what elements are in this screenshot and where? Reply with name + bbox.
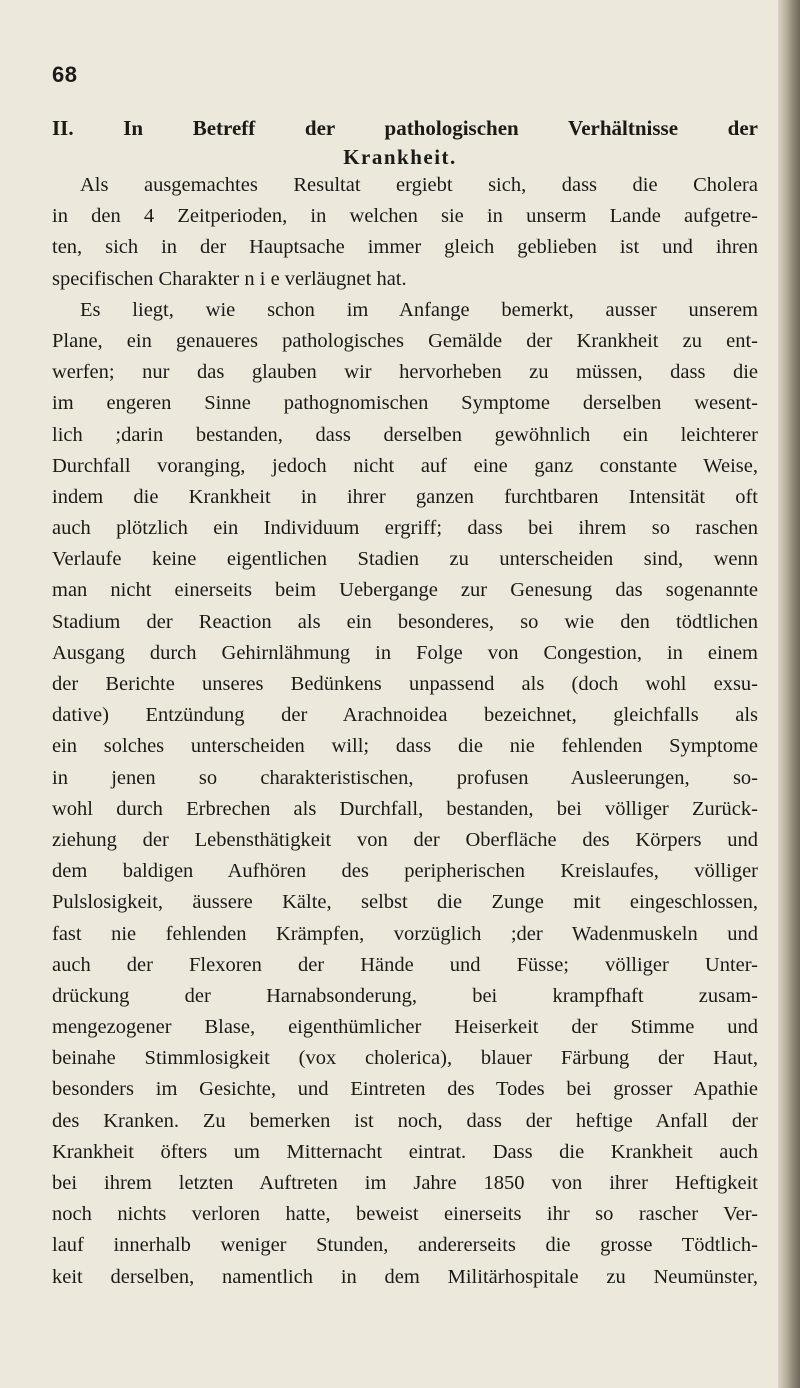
- text-line: ten, sich in der Hauptsache immer gleich geblieben ist und ihren: [52, 236, 758, 259]
- page-edge-shadow: [778, 0, 800, 1388]
- text-line: beinahe Stimmlosigkeit (vox cholerica), blauer Färbung der Haut,: [52, 1047, 758, 1070]
- text-line: Als ausgemachtes Resultat ergiebt sich, dass die Cholera: [80, 174, 758, 196]
- body-text: [52, 170, 758, 1293]
- page-number: 68: [52, 62, 78, 87]
- text-line: mengezogener Blase, eigenthümlicher Heiserkeit der Stimme und: [52, 1016, 758, 1039]
- text-line: der Berichte unseres Bedünkens unpassend als (doch wohl exsu-: [52, 673, 758, 695]
- text-line: Stadium der Reaction als ein besonderes, so wie den tödtlichen: [52, 610, 758, 633]
- text-line: indem die Krankheit in ihrer ganzen furchtbaren Intensität oft: [52, 485, 758, 508]
- section-heading-continuation: Krankheit.: [343, 145, 457, 169]
- text-line: besonders im Gesichte, und Eintreten des Todes bei grosser Apathie: [52, 1078, 758, 1101]
- text-line: werfen; nur das glauben wir hervorheben zu müssen, dass die: [52, 361, 758, 384]
- text-line: in den 4 Zeitperioden, in welchen sie in unserm Lande aufgetre-: [52, 205, 758, 228]
- text-line: Plane, ein genaueres pathologisches Gemälde der Krankheit zu ent-: [52, 329, 758, 352]
- text-line: im engeren Sinne pathognomischen Symptome derselben wesent-: [52, 392, 758, 415]
- text-line: dative) Entzündung der Arachnoidea bezeichnet, gleichfalls als: [52, 704, 758, 727]
- text-line: lauf innerhalb weniger Stunden, andererseits die grosse Tödtlich-: [52, 1234, 758, 1257]
- text-line: des Kranken. Zu bemerken ist noch, dass der heftige Anfall der: [52, 1109, 758, 1132]
- text-line: Ausgang durch Gehirnlähmung in Folge von Congestion, in einem: [52, 641, 758, 664]
- text-line: dem baldigen Aufhören des peripherischen Kreislaufes, völliger: [52, 860, 758, 883]
- text-line: man nicht einerseits beim Uebergange zur Genesung das sogenannte: [52, 579, 758, 602]
- text-line: auch plötzlich ein Individuum ergriff; dass bei ihrem so raschen: [52, 517, 758, 540]
- text-line: Pulslosigkeit, äussere Kälte, selbst die Zunge mit eingeschlossen,: [52, 891, 758, 914]
- text-line: Verlaufe keine eigentlichen Stadien zu unterscheiden sind, wenn: [52, 548, 758, 571]
- text-line: in jenen so charakteristischen, profusen Ausleerungen, so-: [52, 766, 758, 789]
- text-line: fast nie fehlenden Krämpfen, vorzüglich ;der Wadenmuskeln und: [52, 922, 758, 945]
- text-line: Es liegt, wie schon im Anfange bemerkt, ausser unserem: [80, 298, 758, 321]
- text-line: Durchfall voranging, jedoch nicht auf eine ganz constante Weise,: [52, 454, 758, 477]
- text-line: auch der Flexoren der Hände und Füsse; völliger Unter-: [52, 953, 758, 976]
- text-line: bei ihrem letzten Auftreten im Jahre 1850 von ihrer Heftigkeit: [52, 1172, 758, 1194]
- text-line: lich ;darin bestanden, dass derselben gewöhnlich ein leichterer: [52, 423, 758, 446]
- section-heading: II. In Betreff der pathologischen Verhältnisse der: [52, 116, 758, 140]
- text-line: ziehung der Lebensthätigkeit von der Oberfläche des Körpers und: [52, 828, 758, 851]
- text-line: keit derselben, namentlich in dem Militärhospitale zu Neumünster,: [52, 1265, 758, 1288]
- text-line: ein solches unterscheiden will; dass die nie fehlenden Symptome: [52, 735, 758, 758]
- text-line: wohl durch Erbrechen als Durchfall, bestanden, bei völliger Zurück-: [52, 797, 758, 820]
- text-line: drückung der Harnabsonderung, bei krampfhaft zusam-: [52, 984, 758, 1007]
- text-line: specifischen Charakter n i e verläugnet hat.: [52, 267, 407, 290]
- text-line: Krankheit öfters um Mitternacht eintrat. Dass die Krankheit auch: [52, 1140, 758, 1163]
- text-line: noch nichts verloren hatte, beweist einerseits ihr so rascher Ver-: [52, 1203, 758, 1226]
